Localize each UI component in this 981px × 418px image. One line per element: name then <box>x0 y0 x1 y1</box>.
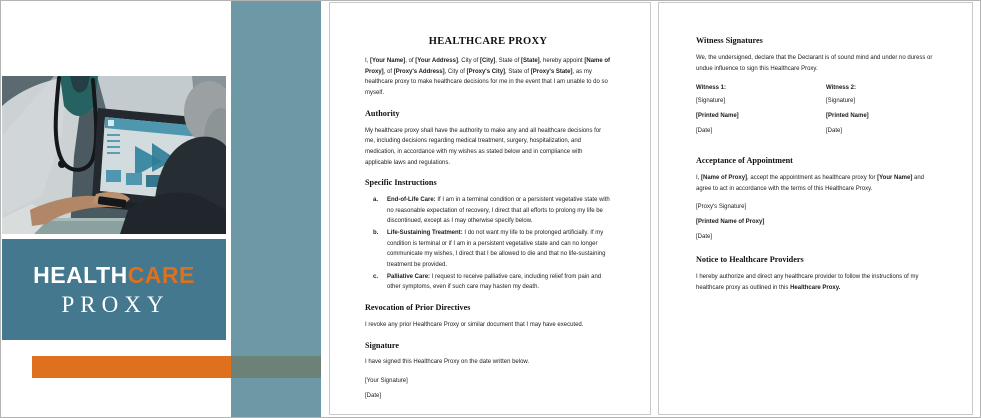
intro-paragraph: I, [Your Name], of [Your Address], City of [City], State of [State], hereby appoint [Name of Proxy], of [Proxy's Address], City of [Proxy's City], State of [Proxy's State], as my healthcare proxy to make healthcare decisions for me in the event that I am unable to do so myself. <box>365 58 611 97</box>
witness-1-block <box>696 85 826 142</box>
document-page-2 <box>658 2 973 415</box>
notice-paragraph: I hereby authorize and direct any healthcare provider to follow the instructions of my healthcare proxy as outlined in this Healthcare Proxy. <box>696 274 919 291</box>
authority-paragraph: My healthcare proxy shall have the authority to make any and all healthcare decisions for me, including decisions regarding medical treatment, surgery, hospitalization, and medication, in accordance with my wishes as stated below and in compliance with applicable laws and regulations. <box>365 127 602 166</box>
acceptance-heading: Acceptance of Appointment <box>696 156 793 166</box>
list-item-text: End-of-Life Care: If I am in a terminal condition or a persistent vegetative state with no reasonable expectation of recovery, I direct that all efforts to prolong my life be discontinued, except as I may otherwise specify below. <box>387 197 610 225</box>
list-item-text: Palliative Care: I request to receive palliative care, including relief from pain and other symptoms, even if such care may hasten my death. <box>387 273 602 291</box>
cover-page <box>1 1 323 417</box>
cover-accent-stripe <box>231 1 321 417</box>
list-item-palliative-care <box>373 272 611 293</box>
list-item-life-sustaining-treatment <box>373 228 611 271</box>
proxy-signature-placeholder: [Proxy's Signature] <box>696 204 747 211</box>
signature-paragraph: I have signed this Healthcare Proxy on the date written below. <box>365 359 530 366</box>
cover-title-panel <box>2 239 226 340</box>
document-title: HEALTHCARE PROXY <box>428 36 548 47</box>
doctor-patient-photo-illustration <box>2 76 226 234</box>
revocation-heading: Revocation of Prior Directives <box>365 303 471 313</box>
witness-1-date-placeholder: [Date] <box>696 128 713 135</box>
witness-1-printed-name-placeholder: [Printed Name] <box>696 113 739 120</box>
proxy-date-placeholder: [Date] <box>696 234 713 241</box>
witness-1-signature-placeholder: [Signature] <box>696 98 726 105</box>
witness-signatures-heading: Witness Signatures <box>696 36 763 45</box>
signature-heading: Signature <box>365 340 399 350</box>
specific-instructions-list <box>373 195 611 293</box>
date-placeholder: [Date] <box>365 393 382 400</box>
authority-heading: Authority <box>365 108 400 118</box>
notice-heading: Notice to Healthcare Providers <box>696 255 804 265</box>
list-marker: b. <box>373 230 379 237</box>
document-page-1 <box>329 2 651 415</box>
acceptance-paragraph: I, [Name of Proxy], accept the appointment as healthcare proxy for [Your Name] and agree to act in accordance with the terms of this Healthcare Proxy. <box>696 175 925 192</box>
witness-2-block <box>826 85 936 142</box>
cover-subtitle: PROXY <box>61 291 170 317</box>
cover-title-health: HEALTH <box>33 261 128 288</box>
witness-2-label: Witness 2: <box>826 85 856 92</box>
list-marker: c. <box>373 273 379 280</box>
specific-instructions-heading: Specific Instructions <box>365 178 437 188</box>
witness-1-label: Witness 1: <box>696 85 726 92</box>
list-item-end-of-life-care <box>373 195 611 227</box>
cover-orange-bar <box>32 356 231 378</box>
witness-2-printed-name-placeholder: [Printed Name] <box>826 113 869 120</box>
proxy-printed-name-placeholder: [Printed Name of Proxy] <box>696 219 765 226</box>
cover-title <box>33 261 195 288</box>
cover-gray-bar <box>231 356 321 378</box>
witness-2-date-placeholder: [Date] <box>826 128 843 135</box>
list-marker: a. <box>373 197 379 204</box>
revocation-paragraph: I revoke any prior Healthcare Proxy or similar document that I may have executed. <box>365 321 584 328</box>
witness-columns <box>696 85 936 142</box>
witness-paragraph: We, the undersigned, declare that the Declarant is of sound mind and under no duress or undue influence to sign this Healthcare Proxy. <box>696 54 933 72</box>
cover-title-care: CARE <box>127 261 195 288</box>
cover-photo-doctor-patient <box>2 76 226 234</box>
list-item-text: Life-Sustaining Treatment: I do not want my life to be prolonged artificially. If my condition is terminal or if I am in a persistent vegetative state and can no longer communicate my wishes, I direct that I be allowed to die and that no life-sustaining treatment be provided. <box>387 230 606 269</box>
your-signature-placeholder: [Your Signature] <box>365 378 408 385</box>
witness-2-signature-placeholder: [Signature] <box>826 98 856 105</box>
